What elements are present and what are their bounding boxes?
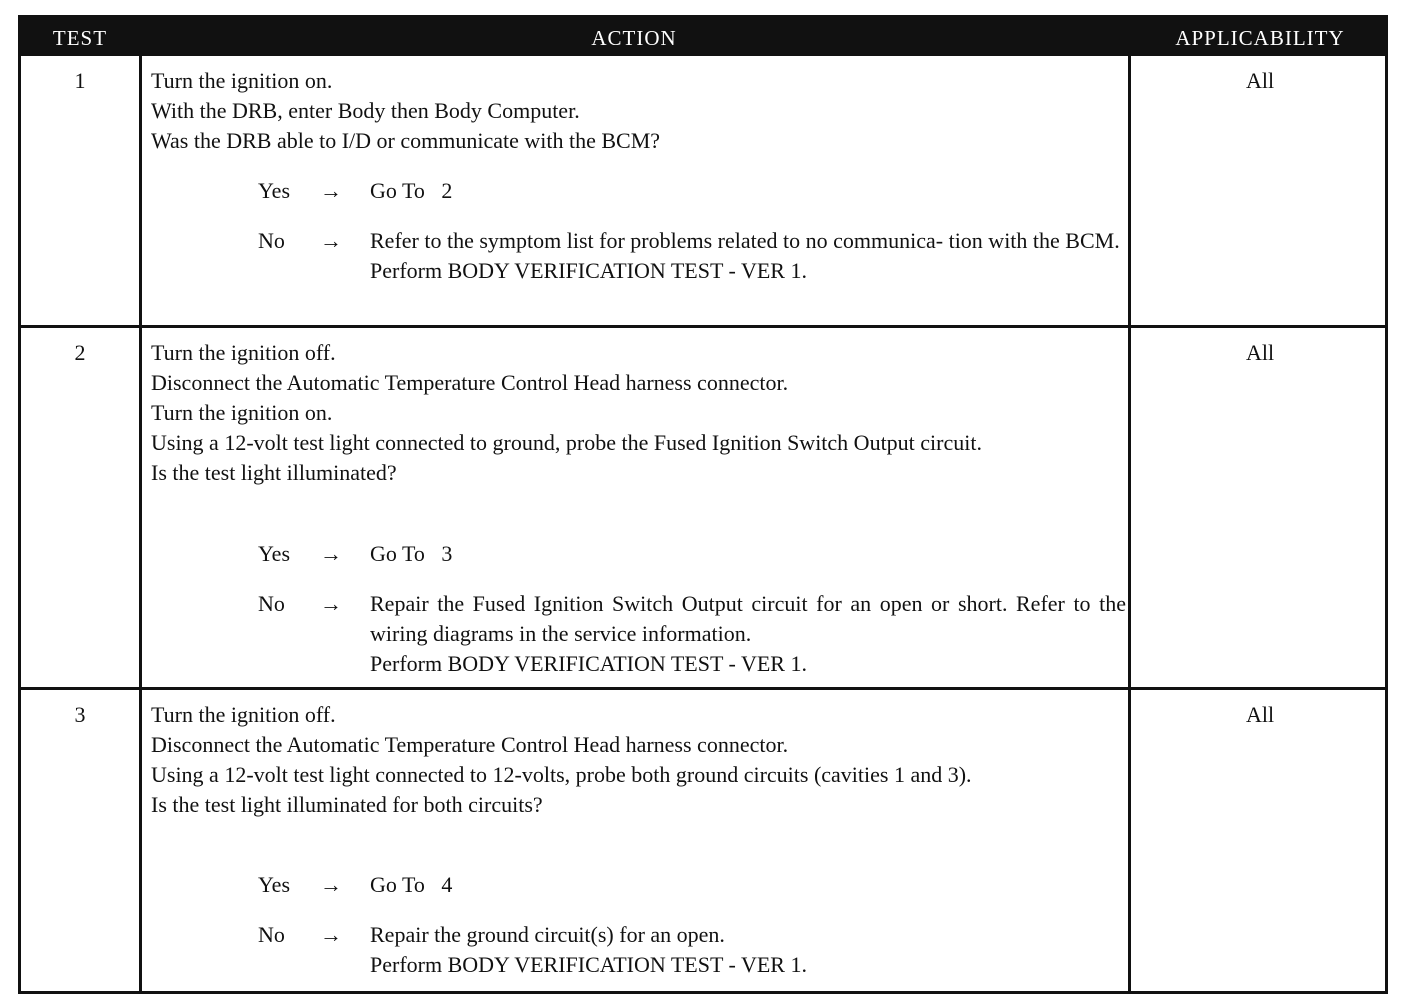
no-label: No: [258, 591, 285, 616]
no-result-line: Perform BODY VERIFICATION TEST - VER 1.: [370, 258, 807, 283]
no-label: No: [258, 922, 285, 947]
applicability-cell: All: [1245, 702, 1275, 727]
action-step: Using a 12-volt test light connected to ground, probe the Fused Ignition Switch Output circuit.: [151, 430, 982, 455]
yes-result: Go To 4: [370, 872, 453, 897]
yes-branch: [258, 870, 1126, 900]
yes-label: Yes: [258, 872, 291, 897]
no-result-line: Perform BODY VERIFICATION TEST - VER 1.: [370, 651, 807, 676]
action-step: Turn the ignition off.: [151, 340, 336, 365]
test-number: 1: [74, 68, 86, 93]
table-row: [21, 328, 1385, 687]
right-arrow-icon: →: [320, 178, 342, 203]
table-row: [21, 690, 1385, 991]
yes-branch: [258, 539, 1126, 569]
no-result-line: Repair the ground circuit(s) for an open.: [370, 922, 725, 947]
header-applicability: APPLICABILITY: [1175, 26, 1345, 50]
action-step: Turn the ignition on.: [151, 400, 333, 425]
action-steps: [151, 338, 1126, 488]
table-header: [21, 18, 1385, 56]
right-arrow-icon: →: [320, 591, 342, 616]
no-result: [370, 920, 1126, 980]
no-branch: [258, 589, 1126, 679]
yes-label: Yes: [258, 541, 291, 566]
yes-result: Go To 3: [370, 541, 453, 566]
right-arrow-icon: →: [320, 872, 342, 897]
action-step: Disconnect the Automatic Temperature Control Head harness connector.: [151, 732, 789, 757]
test-number: 2: [74, 340, 86, 365]
right-arrow-icon: →: [320, 541, 342, 566]
no-result-line: Refer to the symptom list for problems related to no communica- tion with the BCM.: [370, 228, 1120, 253]
header-test: TEST: [52, 26, 108, 50]
yes-result: Go To 2: [370, 178, 453, 203]
applicability-cell: All: [1245, 68, 1275, 93]
action-step: Is the test light illuminated for both circuits?: [151, 792, 543, 817]
action-steps: [151, 66, 1126, 156]
yes-branch: [258, 176, 1126, 206]
no-branch: [258, 920, 1126, 980]
diagnostic-table: [18, 15, 1388, 994]
action-step: Using a 12-volt test light connected to 12-volts, probe both ground circuits (cavities 1 and 3).: [151, 762, 972, 787]
action-step: Turn the ignition off.: [151, 702, 336, 727]
right-arrow-icon: →: [320, 922, 342, 947]
no-label: No: [258, 228, 285, 253]
no-branch: [258, 226, 1126, 316]
action-steps: [151, 700, 1126, 820]
no-result-line: Repair the Fused Ignition Switch Output circuit for an open or short. Refer to the wiring diagrams in the service information.: [370, 591, 1126, 646]
action-step: Was the DRB able to I/D or communicate with the BCM?: [151, 128, 661, 153]
no-result: [370, 226, 1126, 286]
table-row: [21, 56, 1385, 325]
applicability-cell: All: [1245, 340, 1275, 365]
right-arrow-icon: →: [320, 228, 342, 253]
action-step: With the DRB, enter Body then Body Computer.: [151, 98, 580, 123]
action-step: Turn the ignition on.: [151, 68, 333, 93]
test-number: 3: [74, 702, 86, 727]
no-result: [370, 589, 1126, 679]
yes-label: Yes: [258, 178, 291, 203]
action-step: Disconnect the Automatic Temperature Control Head harness connector.: [151, 370, 789, 395]
action-step: Is the test light illuminated?: [151, 460, 397, 485]
no-result-line: Perform BODY VERIFICATION TEST - VER 1.: [370, 952, 807, 977]
header-action: ACTION: [591, 26, 677, 50]
